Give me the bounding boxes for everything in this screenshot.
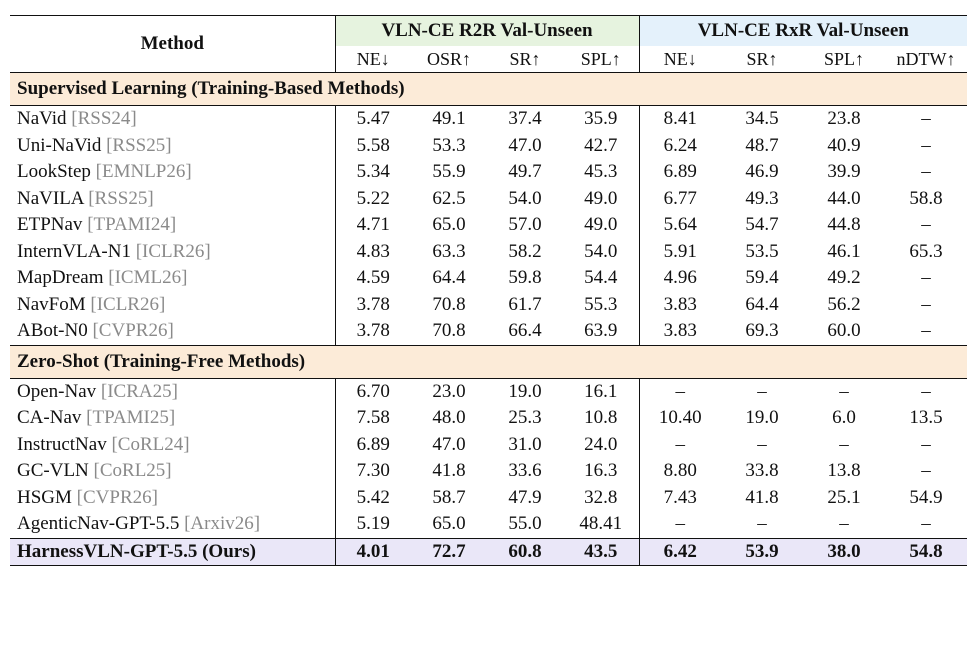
r2r-value-cell: 65.0	[432, 214, 466, 235]
r2r-value-cell: 7.58	[335, 405, 411, 432]
table-row	[10, 458, 967, 485]
rxr-value-cell: 4.96	[639, 265, 721, 292]
rxr-value-cell: 41.8	[745, 486, 779, 508]
r2r-value-cell: 62.5	[432, 187, 466, 209]
method-name: ETPNav	[17, 214, 83, 235]
table-row	[10, 212, 967, 239]
r2r-value-cell: 41.8	[432, 460, 466, 481]
rxr-value-cell: 49.3	[745, 187, 779, 209]
table-row	[10, 265, 967, 292]
r2r-value-cell: 10.8	[584, 407, 618, 428]
header-group-rxr: VLN-CE RxR Val-Unseen	[639, 16, 967, 47]
ours-rxr-value-cell: 6.42	[639, 538, 721, 566]
section-header-row	[10, 73, 967, 106]
table-row	[10, 292, 967, 319]
r2r-value-cell: 55.9	[432, 161, 466, 182]
r2r-value-cell: 66.4	[508, 320, 542, 341]
rxr-value-cell: 48.7	[745, 134, 779, 156]
rxr-value-cell: 54.9	[909, 486, 943, 508]
r2r-value-cell: 16.3	[584, 460, 618, 481]
rxr-value-cell: –	[921, 267, 931, 288]
method-citation: [ICRA25]	[100, 380, 178, 402]
table-body	[10, 73, 967, 566]
rxr-value-cell: 6.89	[639, 159, 721, 186]
rxr-value-cell: –	[721, 378, 803, 405]
rxr-value-cell: 25.1	[827, 486, 861, 508]
results-table-container	[10, 15, 967, 566]
method-cell	[10, 511, 335, 538]
rxr-value-cell: 13.5	[909, 407, 943, 428]
r2r-value-cell: 49.1	[411, 106, 487, 133]
method-cell	[10, 292, 335, 319]
r2r-value-cell: 19.0	[487, 378, 563, 405]
r2r-value-cell: 23.0	[411, 378, 487, 405]
rxr-value-cell: –	[921, 460, 931, 481]
method-citation: [EMNLP26]	[95, 161, 192, 182]
r2r-value-cell: 32.8	[584, 486, 618, 508]
r2r-value-cell: 16.1	[563, 378, 639, 405]
rxr-value-cell: 64.4	[745, 293, 779, 315]
rxr-value-cell: 56.2	[827, 293, 861, 315]
rxr-value-cell: –	[921, 320, 931, 341]
results-table	[10, 15, 967, 566]
rxr-value-cell: 19.0	[745, 407, 779, 428]
r2r-value-cell: 55.0	[508, 513, 542, 534]
rxr-value-cell: –	[921, 214, 931, 235]
r2r-value-cell: 5.34	[335, 159, 411, 186]
table-row	[10, 159, 967, 186]
method-citation: [RSS24]	[71, 108, 137, 129]
rxr-value-cell: 59.4	[745, 267, 779, 288]
r2r-value-cell: 47.0	[432, 433, 466, 455]
rxr-value-cell: –	[639, 378, 721, 405]
rxr-value-cell: 6.24	[639, 133, 721, 160]
r2r-value-cell: 63.3	[432, 240, 466, 262]
ours-r2r-value-cell: 72.7	[411, 538, 487, 566]
table-row	[10, 133, 967, 160]
rxr-value-cell: 6.0	[832, 407, 856, 428]
r2r-value-cell: 54.4	[584, 267, 618, 288]
rxr-value-cell: 5.64	[639, 212, 721, 239]
ours-row	[10, 538, 967, 566]
r2r-value-cell: 4.71	[335, 212, 411, 239]
method-citation: [CVPR26]	[76, 486, 158, 508]
r2r-value-cell: 48.0	[432, 407, 466, 428]
rxr-value-cell: 44.0	[827, 187, 861, 209]
method-cell	[10, 458, 335, 485]
section-header-row	[10, 345, 967, 378]
method-citation: [CoRL24]	[111, 433, 190, 455]
header-metric: nDTW↑	[896, 49, 956, 69]
rxr-value-cell: 3.83	[639, 318, 721, 345]
table-row	[10, 106, 967, 133]
method-name: MapDream	[17, 267, 104, 288]
rxr-value-cell: –	[885, 106, 967, 133]
r2r-value-cell: 31.0	[508, 433, 542, 455]
method-citation: [RSS25]	[88, 187, 154, 209]
table-row	[10, 405, 967, 432]
r2r-value-cell: 35.9	[563, 106, 639, 133]
r2r-value-cell: 5.22	[335, 186, 411, 213]
method-citation: [TPAMI24]	[87, 214, 177, 235]
r2r-value-cell: 5.19	[335, 511, 411, 538]
rxr-value-cell: –	[639, 511, 721, 538]
rxr-value-cell: –	[921, 293, 931, 315]
rxr-value-cell: 5.91	[639, 239, 721, 266]
header-metric: SR↑	[746, 49, 778, 69]
rxr-value-cell: 46.1	[827, 240, 861, 262]
rxr-value-cell: 39.9	[827, 161, 861, 182]
method-name: HSGM	[17, 486, 72, 508]
table-row	[10, 485, 967, 512]
r2r-value-cell: 6.70	[335, 378, 411, 405]
rxr-value-cell: 60.0	[827, 320, 861, 341]
r2r-value-cell: 37.4	[487, 106, 563, 133]
method-citation: [RSS25]	[106, 134, 172, 156]
ours-r2r-value-cell: 60.8	[487, 538, 563, 566]
rxr-value-cell: 49.2	[827, 267, 861, 288]
r2r-value-cell: 58.7	[432, 486, 466, 508]
header-metric: SR↑	[509, 49, 541, 69]
method-citation: [ICLR26]	[90, 293, 166, 315]
r2r-value-cell: 5.47	[335, 106, 411, 133]
ours-rxr-value-cell: 54.8	[885, 538, 967, 566]
method-citation: [Arxiv26]	[184, 513, 261, 534]
r2r-value-cell: 54.0	[584, 240, 618, 262]
r2r-value-cell: 4.59	[335, 265, 411, 292]
r2r-value-cell: 7.30	[335, 458, 411, 485]
r2r-value-cell: 64.4	[432, 267, 466, 288]
method-cell	[10, 239, 335, 266]
r2r-value-cell: 49.0	[584, 187, 618, 209]
method-cell	[10, 106, 335, 133]
rxr-value-cell: 58.8	[909, 187, 943, 209]
method-cell	[10, 133, 335, 160]
rxr-value-cell: –	[921, 161, 931, 182]
method-name: Uni-NaVid	[17, 134, 102, 156]
r2r-value-cell: 6.89	[335, 432, 411, 459]
header-metric: SPL↑	[824, 49, 865, 69]
method-name: InstructNav	[17, 433, 107, 455]
r2r-value-cell: 47.9	[508, 486, 542, 508]
method-cell	[10, 405, 335, 432]
r2r-value-cell: 70.8	[432, 293, 466, 315]
method-name: GC-VLN	[17, 460, 89, 481]
rxr-value-cell: 3.83	[639, 292, 721, 319]
method-cell	[10, 186, 335, 213]
r2r-value-cell: 53.3	[432, 134, 466, 156]
section-title: Zero-Shot (Training-Free Methods)	[10, 345, 967, 378]
rxr-value-cell: 40.9	[827, 134, 861, 156]
r2r-value-cell: 47.0	[508, 134, 542, 156]
r2r-value-cell: 65.0	[432, 513, 466, 534]
rxr-value-cell: –	[839, 513, 849, 534]
r2r-value-cell: 3.78	[335, 318, 411, 345]
method-name: Open-Nav	[17, 380, 97, 402]
table-row	[10, 511, 967, 538]
method-name: NavFoM	[17, 293, 86, 315]
method-name: AgenticNav-GPT-5.5	[17, 513, 180, 534]
table-row	[10, 378, 967, 405]
table-row	[10, 186, 967, 213]
rxr-value-cell: 46.9	[745, 161, 779, 182]
method-citation: [CoRL25]	[93, 460, 172, 481]
r2r-value-cell: 49.7	[508, 161, 542, 182]
r2r-value-cell: 58.2	[508, 240, 542, 262]
table-header	[10, 16, 967, 73]
r2r-value-cell: 61.7	[508, 293, 542, 315]
r2r-value-cell: 33.6	[508, 460, 542, 481]
method-citation: [CVPR26]	[92, 320, 174, 341]
method-cell	[10, 265, 335, 292]
rxr-value-cell: 10.40	[639, 405, 721, 432]
rxr-value-cell: 7.43	[639, 485, 721, 512]
ours-method-name: HarnessVLN-GPT-5.5 (Ours)	[10, 538, 335, 566]
r2r-value-cell: 45.3	[584, 161, 618, 182]
r2r-value-cell: 48.41	[579, 513, 623, 534]
rxr-value-cell: 33.8	[745, 460, 779, 481]
r2r-value-cell: 57.0	[508, 214, 542, 235]
method-cell	[10, 485, 335, 512]
ours-rxr-value-cell: 53.9	[721, 538, 803, 566]
rxr-value-cell: 8.80	[639, 458, 721, 485]
r2r-value-cell: 63.9	[584, 320, 618, 341]
r2r-value-cell: 3.78	[335, 292, 411, 319]
rxr-value-cell: –	[803, 378, 885, 405]
rxr-value-cell: 13.8	[827, 460, 861, 481]
r2r-value-cell: 55.3	[584, 293, 618, 315]
method-cell	[10, 378, 335, 405]
method-name: ABot-N0	[17, 320, 88, 341]
rxr-value-cell: –	[921, 513, 931, 534]
r2r-value-cell: 25.3	[508, 407, 542, 428]
ours-r2r-value-cell: 43.5	[563, 538, 639, 566]
rxr-value-cell: 54.7	[745, 214, 779, 235]
rxr-value-cell: –	[885, 378, 967, 405]
r2r-value-cell: 70.8	[432, 320, 466, 341]
header-metric: NE↓	[335, 46, 411, 73]
rxr-value-cell: –	[757, 433, 767, 455]
rxr-value-cell: –	[839, 433, 849, 455]
r2r-value-cell: 49.0	[584, 214, 618, 235]
method-name: CA-Nav	[17, 407, 82, 428]
method-citation: [ICML26]	[108, 267, 188, 288]
ours-r2r-value-cell: 4.01	[335, 538, 411, 566]
rxr-value-cell: 53.5	[745, 240, 779, 262]
method-citation: [ICLR26]	[135, 240, 211, 262]
method-name: LookStep	[17, 161, 91, 182]
table-row	[10, 318, 967, 345]
method-cell	[10, 432, 335, 459]
method-name: NaVid	[17, 108, 67, 129]
rxr-value-cell: 23.8	[803, 106, 885, 133]
section-title: Supervised Learning (Training-Based Methods)	[10, 73, 967, 106]
rxr-value-cell: 69.3	[745, 320, 779, 341]
r2r-value-cell: 5.42	[335, 485, 411, 512]
rxr-value-cell: –	[921, 433, 931, 455]
rxr-value-cell: 8.41	[639, 106, 721, 133]
rxr-value-cell: –	[921, 134, 931, 156]
method-cell	[10, 159, 335, 186]
method-name: NaVILA	[17, 187, 84, 209]
table-row	[10, 432, 967, 459]
table-row	[10, 239, 967, 266]
r2r-value-cell: 42.7	[584, 134, 618, 156]
header-method: Method	[10, 16, 335, 73]
method-name: InternVLA-N1	[17, 240, 131, 262]
rxr-value-cell: 34.5	[721, 106, 803, 133]
rxr-value-cell: 44.8	[827, 214, 861, 235]
rxr-value-cell: –	[757, 513, 767, 534]
r2r-value-cell: 59.8	[508, 267, 542, 288]
ours-rxr-value-cell: 38.0	[803, 538, 885, 566]
header-metric: NE↓	[639, 46, 721, 73]
r2r-value-cell: 54.0	[508, 187, 542, 209]
rxr-value-cell: 6.77	[639, 186, 721, 213]
method-cell	[10, 318, 335, 345]
method-cell	[10, 212, 335, 239]
rxr-value-cell: –	[639, 432, 721, 459]
r2r-value-cell: 24.0	[584, 433, 618, 455]
r2r-value-cell: 4.83	[335, 239, 411, 266]
r2r-value-cell: 5.58	[335, 133, 411, 160]
header-group-r2r: VLN-CE R2R Val-Unseen	[335, 16, 639, 47]
method-citation: [TPAMI25]	[86, 407, 176, 428]
header-metric: OSR↑	[426, 49, 471, 69]
header-metric: SPL↑	[580, 49, 621, 69]
rxr-value-cell: 65.3	[909, 240, 943, 262]
